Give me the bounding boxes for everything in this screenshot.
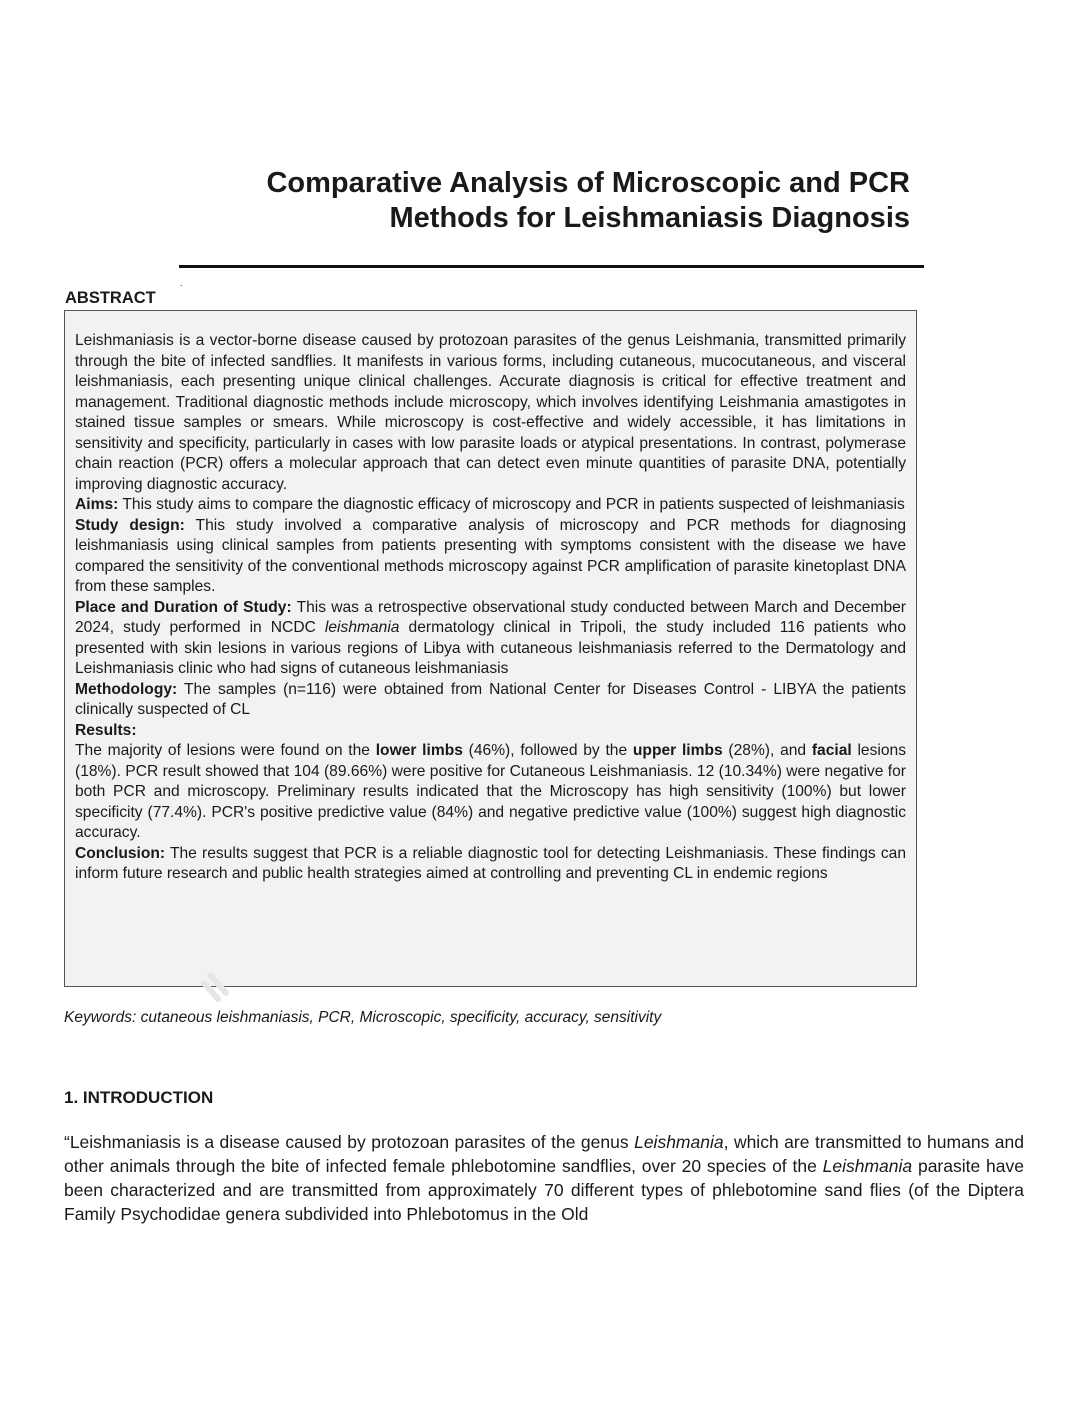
- methodology-text: The samples (n=116) were obtained from National Center for Diseases Control - LIBYA the patients clinically suspected of CL: [75, 680, 906, 718]
- abstract-aims: [75, 495, 906, 516]
- place-text-b: dermatology clinical in Tripoli, the study included 116 patients who presented with skin lesions in various regions of Libya with cutaneous leishmaniasis referred to the Dermatology and Leishmaniasis clinic who had signs of cutaneous leishmaniasis: [75, 619, 906, 677]
- aims-text: This study aims to compare the diagnostic efficacy of microscopy and PCR in patients suspected of leishmaniasis: [118, 496, 905, 513]
- results-label: Results:: [75, 721, 137, 739]
- results-text-4: lesions (18%). PCR result showed that 104 (89.66%) were positive for Cutaneous Leishmaniasis. 12 (10.34%) were negative for both PCR and microscopy. Preliminary results indicated that the Microscopy has high sensitivity (100%) but lower specificity (77.4%). PCR's positive predictive value (84%) and negative predictive value (100%) suggest high diagnostic accuracy.: [75, 742, 906, 841]
- abstract-box: [64, 310, 917, 987]
- abstract-methodology: [75, 680, 906, 721]
- abstract-background: Leishmaniasis is a vector-borne disease caused by protozoan parasites of the genus Leishmania, transmitted primarily through the bite of infected sandflies. It manifests in various forms, including cutaneous, mucocutaneous, and visceral leishmaniasis, each presenting unique clinical challenges. Accurate diagnosis is critical for effective treatment and management. Traditional diagnostic methods include microscopy, which involves identifying Leishmania amastigotes in stained tissue samples or smears. While microscopy is cost-effective and widely accessible, it has limitations in sensitivity and specificity, particularly in cases with low parasite loads or atypical presentations. In contrast, polymerase chain reaction (PCR) offers a molecular approach that can detect even minute quantities of parasite DNA, potentially improving diagnostic accuracy.: [75, 332, 906, 493]
- results-text-3: (28%), and: [722, 742, 812, 759]
- title-line-2: Methods for Leishmaniasis Diagnosis: [389, 202, 910, 234]
- results-text-1: The majority of lesions were found on the: [75, 742, 376, 759]
- results-text-2: (46%), followed by the: [462, 742, 633, 759]
- place-duration-label: Place and Duration of Study:: [75, 598, 292, 616]
- place-text-a: This was a retrospective observational study conducted between March and December 2024, study performed in NCDC: [75, 598, 906, 636]
- abstract-place-duration: [75, 598, 906, 680]
- abstract-heading: ABSTRACT: [65, 289, 156, 307]
- introduction-paragraph: [64, 1130, 1024, 1226]
- study-design-text: This study involved a comparative analysis of microscopy and PCR methods for diagnosing leishmaniasis using clinical samples from patients presenting with symptoms consistent with the disease we have compared the sensitivity of the conventional methods microscopy against PCR amplification of parasite kinetoplast DNA from these samples.: [75, 516, 906, 595]
- intro-text-3: parasite have been characterized and are transmitted from approximately 70 different types of phlebotomine sand flies (of the Diptera Family Psychodidae genera subdivided into Phlebotomus in the Old: [64, 1156, 1024, 1224]
- methodology-label: Methodology:: [75, 680, 178, 698]
- divider-mark: .: [180, 278, 183, 288]
- abstract-conclusion: [75, 844, 906, 885]
- abstract-results-heading: [75, 721, 906, 742]
- results-lower-limbs: lower limbs: [375, 742, 463, 759]
- introduction-heading: 1. INTRODUCTION: [64, 1088, 214, 1107]
- abstract-study-design: [75, 516, 906, 598]
- place-text-italic: leishmania: [324, 619, 400, 636]
- intro-text-1: “Leishmaniasis is a disease caused by protozoan parasites of the genus: [64, 1132, 635, 1152]
- intro-genus-1: Leishmania: [634, 1132, 724, 1152]
- conclusion-label: Conclusion:: [75, 844, 166, 862]
- paper-title: [150, 166, 910, 236]
- study-design-label: Study design:: [75, 516, 185, 534]
- intro-text-2: , which are transmitted to humans and other animals through the bite of infected female phlebotomine sandflies, over 20 species of the: [64, 1132, 1025, 1176]
- keywords: Keywords: cutaneous leishmaniasis, PCR, Microscopic, specificity, accuracy, sensitivity: [64, 1009, 662, 1026]
- title-line-1: Comparative Analysis of Microscopic and PCR: [266, 167, 910, 199]
- abstract-results: [75, 741, 906, 844]
- conclusion-text: The results suggest that PCR is a reliable diagnostic tool for detecting Leishmaniasis. These findings can inform future research and public health strategies aimed at controlling and preventing CL in endemic regions: [75, 844, 906, 882]
- results-upper-limbs: upper limbs: [632, 742, 723, 759]
- aims-label: Aims:: [75, 496, 119, 513]
- results-facial: facial: [811, 742, 852, 759]
- intro-genus-2: Leishmania: [822, 1156, 913, 1176]
- title-divider: [179, 265, 924, 268]
